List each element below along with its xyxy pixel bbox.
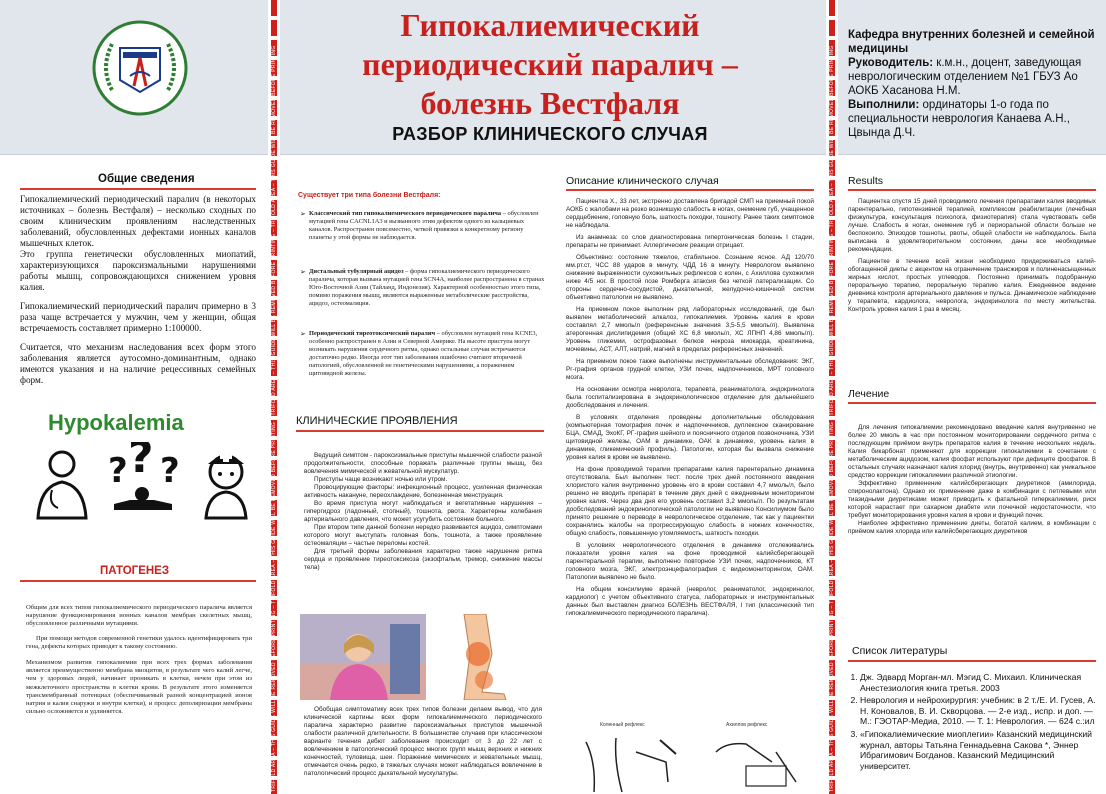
- section-divider: [848, 402, 1096, 404]
- pathogenesis-text: [26, 604, 252, 720]
- poster-subtitle: РАЗБОР КЛИНИЧЕСКОГО СЛУЧАЯ: [392, 124, 708, 144]
- type-item: [300, 330, 545, 378]
- paragraph: В условиях неврологического отделения в динамике отслеживались показатели уровня калия на фоне проводимой калийсберегающей парентеральной терапии, выполнено повторное УЗИ почек, надпочечников, КТ головного мозга, ЭКГ, электроэнцефалография с видеомониторингом, ОАМ. Патологии выявлено не было.: [566, 542, 814, 581]
- paragraph: На приемном покое также выполнены инструментальные обследования: ЭКГ, Рг-графия органов грудной клетки, УЗИ почек, надпочечников, МРТ головного мозга.: [566, 358, 814, 381]
- paragraph: При помощи методов современной генетики удалось идентифицировать три гена, дефекты которых приводят к такому состоянию.: [26, 634, 252, 650]
- department: Кафедра внутренних болезней и семейной медицины: [848, 29, 1095, 55]
- arrow-bullet-icon: ➢: [300, 210, 306, 218]
- paragraph: На фоне проводимой терапии препаратами калия парентерально динамика отсутствовала. Был выполнен тест: после трех дней постоянного введения хлористого калия внутривенно уровень его в крови составил 4,7 ммоль/л, было решено не вводить препарат в течение двух дней с ежедневным мониторингом уровня калия. Через два дня его уровень составил 3,2 ммоль/л. По результатам дообследований эндокринологической патологии не выявлено Консилиумом было принято решение о переводе в неврологическое отделение, так как у пациентки сохранялись жалобы на прогрессирующую слабость в нижних конечностях, общую слабость, повышенную утомляемость, шаткость походки.: [566, 466, 814, 537]
- type-text: – обусловлен мутацией гена KCNE3, особенно распространен в Азии и Северной Америке. На высоте приступа могут возникать нарушения сердечного ритма, однако остальные случаи встречаются достаточно редко. Иногда этот тип заболевания ошибочно считают вторичной патологией, обусловленной не генетическими нарушениями, а поражением щитовидной железы.: [309, 330, 538, 377]
- paragraph: Во время приступа могут наблюдаться и вегетативные нарушения – гипергидроз (ладонный, стопный), тошнота, рвота. Характерны колебания артериального давления, что может усугубить состояние больного.: [304, 500, 542, 523]
- patient-photo: [300, 614, 426, 700]
- section-divider: [848, 660, 1096, 662]
- authors-block: [848, 28, 1098, 140]
- paragraph: Общим для всех типов гипокалиемического периодического паралича является нарушение функционирования ионных каналов мембран скелетных мышц, обусловленное различными мутациями.: [26, 604, 252, 628]
- svg-text:?: ?: [160, 451, 180, 491]
- type-name: Периодический тиреотоксический паралич: [309, 330, 436, 337]
- hypokalemia-illustration-title: Hypokalemia: [48, 410, 184, 435]
- paragraph: Механизмом развития гипокалиемии при всех трех формах заболевания является преимущественно мембрана миоцитов, в результате чего калий легче, чем у здоровых людей, начинает проникать в клетки, нечем при этом из межклеточного пространства в клетки крови. В результате этого изменяется трансмембранный потенциал (обеспечиваемый разной концентрацией ионов натрия и калия снаружи и внутри клетки), и процесс деполяризации мембраны сильно осложняется и удлиняется.: [26, 659, 252, 716]
- hypokalemia-illustration: [30, 442, 260, 520]
- paragraph: Наиболее эффективно применение диеты, богатой калием, в комбинации с приёмом калия хлорида или калийсберегающих диуретиков: [848, 520, 1096, 535]
- clinical-summary: [304, 706, 542, 778]
- paragraph: Пациентке в течение всей жизни необходимо придерживаться калий-обогащенной диеты с акцентом на ограничение трансжиров и полиненасыщенных жирных кислот, простых углеводов. Постоянно принимать подобранную пероральную терапию, пероральную терапию калия. Ежедневное ведение дневника контроля артериального давления и пульса. Динамическое наблюдение у терапевта, кардиолога, невролога, эндокринолога по месту жительства. Контроль уровня калия 1 раз в месяц.: [848, 258, 1096, 313]
- poster-title: [300, 6, 800, 123]
- paragraph: Обобщая симптоматику всех трех типов болезни делаем вывод, что для клинической картины всех форм гипокалиемического периодического паралича характерно развитие пароксизмальных приступов мышечной слабости различной длительности. В большинстве случаев при классическом варианте течения дебют заболевания происходит от 3 до 22 лет с вовлечением в патологический процесс многих групп мышц верхних и нижних конечностей, туловища, шеи. Поражение мимических и жевательных мышц, отмечается очень редко, в тяжелых случаях может наблюдаться вовлечение в патологический процесс дыхательной мускулатуры.: [304, 706, 542, 777]
- reference-item: 1. Дж. Эдвард Морган-мл. Мэгид С. Михаил. Клиническая Анестезиология книга третья. 2003: [860, 672, 1096, 693]
- section-divider: [296, 430, 544, 432]
- case-text: [566, 198, 814, 720]
- paragraph: Провоцирующие факторы: инфекционный процесс, усиленная физическая активность накануне, переохлаждение, болезненная менструация.: [304, 484, 542, 499]
- type-text: – обусловлен мутацией гена CACNL1A3 и вызванного этим дефектом одного из кальциевых каналов. Распространен повсеместно, четкой привязки к конкретному региону планеты у этой формы не наблюдается.: [309, 210, 539, 241]
- paragraph: Пациентка спустя 15 дней проводимого лечения препаратами калия вводимых парентерально, гипотензивной терапией, комплексом реабилитации (лечебная физкультура, консультация психолога, физиотерапия) стала чувствовать себя лучше. Слабость в ногах, онемение губ и периоральной области больше не беспокоило. Эпизодов тошноты, рвоты, общей слабости не наблюдалось. Была выписана в удовлетворительном состоянии, даны все необходимые рекомендации.: [848, 198, 1096, 253]
- type-text: – форма гипокалиемического периодического паралича, которая вызвана мутацией гена SCN4A, наиболее распространена в странах Юго-Восточной Азии (Тайланд, Индонезия). Характерной особенностью этого типа, помимо поражения мышц, являются выраженные метаболические расстройства, ацидоз, остеомаляция.: [309, 268, 545, 307]
- paragraph: Гипокалиемический периодический паралич примерно в 3 раза чаще встречается у мужчин, чем у женщин, общая встречаемость составляет примерно 1:100000.: [20, 301, 256, 333]
- paragraph: Из анамнеза: со слов диагностирована гипертоническая болезнь I стадии, препараты не принимает. Аллергические реакции отрицает.: [566, 234, 814, 249]
- type-name: Классический тип гипокалиемического периодического паралича: [309, 210, 502, 217]
- paragraph: Это группа генетически обусловленных миопатий, характеризующихся пароксизмальными нарушениями работы мышц, сопровождающихся снижением уровня калия.: [20, 249, 256, 292]
- type-item: [300, 268, 545, 308]
- section-heading-treatment: Лечение: [848, 388, 890, 400]
- section-divider: [848, 189, 1096, 191]
- paragraph: Гипокалиемический периодический паралич (в некоторых источниках – болезнь Вестфаля) – несколько сходных по своим клиническим проявлениям наследственных заболеваний, обусловленных дефектами ионных каналов мышечных клеток.: [20, 194, 256, 248]
- title-line: Гипокалиемический: [400, 7, 700, 43]
- paragraph: При втором типе данной болезни нередко развивается ацидоз, симптомами которого могут выступать головная боль, тошнота, а также проявление остеомаляции – частые переломы костей.: [304, 524, 542, 547]
- section-heading-results: Results: [848, 175, 884, 187]
- figure-label: Ахиллов рефлекс: [726, 722, 768, 728]
- section-heading-clinical: КЛИНИЧЕСКИЕ ПРОЯВЛЕНИЯ: [296, 415, 458, 427]
- svg-text:?: ?: [108, 451, 128, 491]
- paragraph: На общем консилиуме врачей (невролог, реаниматолог, эндокринолог, кардиолог) с учетом объективного статуса, лабораторных и инструментальных данных был выставлен диагноз БОЛЕЗНЬ ВЕСТФАЛЯ, I тип (классический тип гипокалиемического периодического паралича).: [566, 586, 814, 617]
- reference-item: 2. Неврология и нейрохирургия: учебник: в 2 т./Е. И. Гусев, А. Н. Коновалов, В. И. Скворцова. — 2-е изд., испр. и доп. — М.: ГЭОТАР-Медиа, 2010. — Т. 1: Неврология. — 624 с.:ил: [860, 695, 1096, 727]
- reference-item: 3. «Гипокалиемические миоплегии» Казанский медицинский журнал, авторы Татьяна Геннадьевна Сакова *, Эннер Ибрагимович Богданов. Казанский Медицинский университет.: [860, 729, 1096, 771]
- title-line: болезнь Вестфаля: [420, 85, 680, 121]
- title-line: периодический паралич –: [362, 46, 738, 82]
- section-divider: [566, 189, 814, 191]
- clinical-text: [304, 452, 542, 572]
- supervisor-label: Руководитель:: [848, 57, 934, 69]
- section-divider: [20, 188, 256, 190]
- performers-text: ординаторы 1-о года по специальности неврология Канаева А.Н., Цвында Д.Ч.: [848, 99, 1070, 139]
- supervisor-text: к.м.н., доцент, заведующая неврологическим отделением №1 ГБУЗ Ао АОКБ Хасанова Н.М.: [848, 57, 1082, 97]
- svg-text:?: ?: [128, 442, 154, 483]
- supervisor: [848, 56, 1098, 98]
- paragraph: Считается, что механизм наследования всех форм этого заболевания является аутосомно-доминантным, однако имеются указания и на наличие рецессивных семейных форм.: [20, 342, 256, 385]
- paragraph: На основании осмотра невролога, терапевта, реаниматолога, эндокринолога была госпитализирована в эндокринологическое отделение для дальнейшего дообследования и лечения.: [566, 386, 814, 409]
- performers: [848, 98, 1098, 140]
- paragraph: Пациентка Х., 33 лет, экстренно доставлена бригадой СМП на приемный покой АОКБ с жалобами на резко возникшую слабость в ногах, онемение губ, учащенное сердцебиение, головную боль, шаткость походки, тошноту. Ранее таких симптомов не наблюдала.: [566, 198, 814, 229]
- treatment-text: [848, 424, 1096, 536]
- section-heading-references: Список литературы: [852, 645, 948, 657]
- trifold-guide-left: [268, 0, 280, 794]
- reference-list: [848, 672, 1096, 773]
- paragraph: На приемном покое выполнен ряд лабораторных исследований, где был выявлен метаболический алкалоз, гипокалиемия. Уровень калия в крови составлял 2,7 ммоль/л (референсные значения 3,5-5,5 ммоль/л). Выявлена атерогенная дислипидемия (общий ХС 6,8 ммоль/л, ХС ЛПНП 4,86 ммоль/л). Уровень гликемии, острофазовых белков некроза миокарда, креатинина, мочевины, АСТ, АЛТ, натрий, магний в пределах референсных значений.: [566, 306, 814, 353]
- reflex-figure: [576, 722, 816, 794]
- paragraph: Объективно: состояние тяжелое, стабильное. Сознание ясное. АД 120/70 мм.рт.ст, ЧСС 88 ударов в минуту, ЧДД 16 в минуту. Неврологом выявлено снижение выраженности сухожильных рефлексов с колен, с Ахиллова сухожилия ниже 4/5 ног. В простой позе Ромберга атаксия без четкой латерализации. Со стороны сердечно-сосудистой, дыхательной, желудочно-кишечной систем объективно патологии не выявлено.: [566, 254, 814, 301]
- university-logo: [90, 18, 190, 118]
- section-divider: [20, 580, 256, 582]
- leg-pain-illustration: [434, 614, 544, 700]
- paragraph: В условиях отделения проведены дополнительные обследования (компьютерная томография почек и надпочечников, дуплексное сканирование БЦА, СМАД, ЭхоКГ, РГ-графия шейного и поясничного отделов позвоночника, УЗИ щитовидной железы, ОАМ в динамике, ОАК в динамике, уровень калия в динамике, гликемический профиль). Патологии, которая бы вызвала снижение уровня калия в крови не выявлено.: [566, 414, 814, 461]
- guide-text: TRIFOLD AREA – THIS GUIDE WILL BE REMOVED BEFORE PRINTING – TRIFOLD AREA – THIS GUIDE WILL BE REMOVED BEFORE PRINTING – TRIFOLD AREA – THIS GUIDE WILL BE REMOVED BEFORE PRINTING – TRIFOLD AREA – THIS GUIDE WILL BE REMOVED BEFORE PRINTING: [829, 45, 835, 792]
- arrow-bullet-icon: ➢: [300, 330, 306, 338]
- results-text: [848, 198, 1096, 318]
- types-heading: Существует три типа болезни Вестфаля:: [298, 192, 441, 199]
- section-heading-general: Общие сведения: [98, 173, 195, 185]
- type-name: Дистальный тубулярный ацидоз: [309, 268, 404, 275]
- section-heading-case: Описание клинического случая: [566, 175, 719, 187]
- type-item: [300, 210, 545, 242]
- paragraph: Эффективно применение калийсберегающих диуретиков (амилорида, спиронолактона). Однако их применение даже в комбинации с петлевыми или тиазидными диуретиками может приводить к фатальной гиперкалиемии, риск которой нарастает при сахарном диабете или почечной недостаточности, что требует мониторирования уровня калия в крови и функций почек.: [848, 480, 1096, 519]
- paragraph: Для лечения гипокалиемии рекомендовано введение калия внутривенно не более 20 ммоль в час при постоянном мониторировании сердечного ритма с последующим приёмом внутрь препаратов калия в течение нескольких недель. Калия бикарбонат применяют для коррекции гипокалиемии в сочетании с метаболическим ацидозом, калия фосфат используют при дефиците фосфатов. В остальных случаях назначают калия хлорид (внутрь, внутривенно) как уникальное средство коррекции гипокалиемии различной этиологии.: [848, 424, 1096, 479]
- guide-text: TRIFOLD AREA – THIS GUIDE WILL BE REMOVED BEFORE PRINTING – TRIFOLD AREA – THIS GUIDE WILL BE REMOVED BEFORE PRINTING – TRIFOLD AREA – THIS GUIDE WILL BE REMOVED BEFORE PRINTING – TRIFOLD AREA – THIS GUIDE WILL BE REMOVED BEFORE PRINTING: [271, 45, 277, 792]
- paragraph: Для третьей формы заболевания характерно также нарушение ритма сердца и проявление тиреотоксикоза (экзофтальм, тремор, снижение массы тела): [304, 548, 542, 571]
- arrow-bullet-icon: ➢: [300, 268, 306, 276]
- paragraph: Приступы чаще возникают ночью или утром.: [314, 476, 448, 483]
- figure-label: Коленный рефлекс: [600, 722, 645, 728]
- trifold-guide-right: [826, 0, 838, 794]
- section-heading-pathogenesis: ПАТОГЕНЕЗ: [100, 565, 170, 577]
- performers-label: Выполнили:: [848, 99, 920, 111]
- general-text: [20, 194, 256, 390]
- paragraph: Ведущий симптом - пароксизмальные приступы мышечной слабости разной продолжительности, способные поражать различные группы мышц, без вовлечения мимической и жевательной мускулатур.: [304, 452, 542, 475]
